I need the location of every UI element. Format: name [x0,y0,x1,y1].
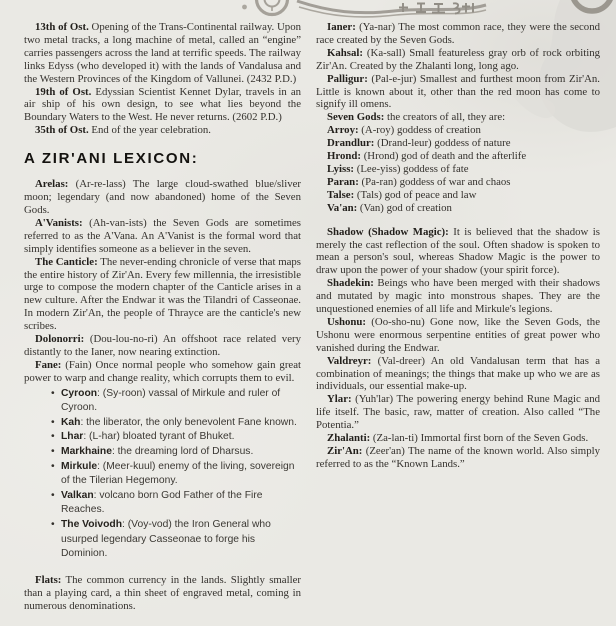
entry-term: Shadow (Shadow Magic): [327,225,449,238]
bullet-icon: • [51,489,55,501]
god-desc: (Pa-ran) goddess of war and chaos [361,175,511,188]
timeline-entry [24,124,301,137]
seven-gods-intro [316,111,600,124]
entry-term: Fane: [35,358,62,371]
fane-list-item [24,489,301,518]
timeline-section [24,21,301,137]
entry-term: Valdreyr: [327,354,372,367]
bullet-icon: • [51,431,55,443]
fane-name: Valkan [61,489,94,501]
lexicon-entry-dolonorri [24,333,301,359]
entry-text: (Pal-e-jur) Smallest and furthest moon from Zir'An. Little is known about it, other than the red moon has come to signify ill omens. [316,72,601,111]
fane-name: The Voivodh [61,519,123,530]
fane-text: : (Sy-roon) vassal of Mirkule and ruler of Cyroon. [61,387,281,414]
fane-text: : volcano born God Father of the Fire Reaches. [61,489,263,516]
lexicon-entry-fane [24,359,301,385]
god-name: Drandlur: [327,137,375,150]
fane-list-item [24,416,301,431]
lexicon-entry-ylar [316,393,600,432]
fane-text: : (L-har) bloated tyrant of Bhuket. [83,431,235,443]
fane-text: : the liberator, the only benevolent Fane known. [80,416,297,428]
lexicon-entry-arelas [24,178,301,217]
entry-text: (Yuh'lar) The powering energy behind Rune Magic and life itself. The basic, raw, matter of creation. Also called “The Potentia.” [316,393,600,432]
entry-text: It is believed that the shadow is merely the cast reflection of the soul. Often shadow is spoken to mean a person's soul, whereas Shadow Magic is the power to draw upon the power of your shadow (your spirit force). [316,225,600,277]
entry-text: (Val-dreer) An old Vandalusan term that has a combination of meanings; the things that make up who we are as individuals, our essential make-up. [316,354,600,393]
fane-text: : the dreaming lord of Dharsus. [111,446,254,458]
timeline-term: 13th of Ost. [35,21,89,33]
entry-term: Shadekin: [327,277,374,290]
lexicon-entry-canticle [24,256,301,333]
bullet-icon: • [51,446,55,458]
entry-text: (Ah-van-ists) the Seven Gods are sometimes referred to as the A'Vana. An A'Vanist is the formal word that simply identifies someone as a believer in the seven. [24,216,301,255]
left-column [24,21,301,613]
entry-text: the creators of all, they are: [387,111,506,124]
god-name: Lyiss: [327,162,355,175]
god-desc: (Drand-leur) goddess of nature [377,137,511,150]
timeline-text: Opening of the Trans-Continental railway. Upon two metal tracks, a long machine of metal, called an “engine” carries passengers across the land at terrific speeds. The railway links Edyss (who developed it) with the lands of Vandalusa and the Western Provinces of the Kingdom of Vallunei. (2432 P.D.) [24,21,302,85]
lexicon-entry-shadow [316,226,600,278]
entry-text: (Za-lan-ti) Immortal first born of the Seven Gods. [372,432,589,445]
lexicon-heading: A ZIR'ANI LEXICON: [24,150,199,168]
timeline-entry [24,21,301,86]
god-desc: (Lee-yiss) goddess of fate [356,162,469,175]
entry-term: Seven Gods: [327,111,385,124]
entry-term: Ianer: [327,21,356,33]
god-line-vaan [316,202,600,215]
entry-term: Flats: [35,573,62,586]
entry-term: Zhalanti: [327,432,371,445]
seven-gods-section [316,111,600,214]
entry-text: (Ar-re-lass) The large cloud-swathed blue/sliver moon; legendary (and now abandoned) home of the Seven Gods. [24,178,302,216]
fane-list-item [24,387,301,416]
entry-term: Dolonorri: [35,333,85,346]
fane-list-item [24,518,301,562]
entry-text: The never-ending chronicle of verse that maps the entire history of Zir'An. Every few millennia, the irresistible urge to compose the modern chapter of the Canticle arises in a new culture. After the Endwar it was the Tilandri of Casseonae. In modern Zir'An, the people of Thrayce are the canticle's new scribes. [24,255,301,333]
fane-text: : (Voy-vod) the Iron General who usurped legendary Casseonae to forge his Dominion. [61,519,271,560]
god-desc: (Van) god of creation [359,201,452,214]
timeline-term: 19th of Ost. [35,85,92,98]
entry-term: Ylar: [327,393,352,406]
lexicon-entry-zhalanti [316,432,600,445]
entry-text: (Ka-sall) Small featureless gray orb of rock orbiting Zir'An. Created by the Zhalanti long, long ago. [316,46,600,72]
lexicon-entry-shadekin [316,277,600,316]
lexicon-entry-ushonu [316,316,600,355]
god-name: Va'an: [327,201,358,214]
god-line-talse [316,189,600,202]
entry-term: Palligur: [327,72,368,85]
lexicon-entry-palligur [316,73,600,112]
timeline-text: Edyssian Scientist Kennet Dylar, travels in an air ship of his own design, to see what lies beyond the Boundary Waters to the West. He never returns. (2602 P.D.) [24,85,302,124]
fane-name: Cyroon [61,387,98,399]
bullet-icon: • [51,519,55,530]
bullet-icon: • [51,387,55,399]
god-line-arroy [316,124,600,137]
entry-text: (Dou-lou-no-ri) An offshoot race related very distantly to the Ianer, now nearing extinction. [24,333,301,358]
bullet-icon: • [51,416,55,428]
lexicon-entry-flats [24,574,301,613]
lexicon-entry-kahsal [316,47,600,73]
fane-name: Kah [61,416,81,428]
fane-name: Mirkule [61,460,98,472]
fane-text: : (Meer-kuul) enemy of the living, sovereign of the Tilerian Hegemony. [61,460,295,487]
entry-term: The Canticle: [35,255,98,268]
god-desc: (A-roy) goddess of creation [361,124,481,137]
fane-list-item [24,445,301,460]
god-line-paran [316,176,600,189]
fane-bullet-list [24,387,301,562]
entry-term: Zir'An: [327,445,363,457]
fane-name: Markhaine [61,446,112,458]
entry-term: Ushonu: [327,315,367,328]
god-name: Paran: [327,175,359,188]
timeline-entry [24,86,301,125]
bullet-icon: • [51,460,55,472]
entry-text: (Zeer'an) The name of the known world. Also simply referred to as the “Known Lands.” [316,445,601,470]
entry-text: (Ya-nar) The most common race, they were the second race created by the Seven Gods. [316,21,600,46]
god-desc: (Hrond) god of death and the afterlife [363,150,527,163]
entry-text: (Oo-sho-nu) Gone now, like the Seven Gods, the Ushonu were enormous serpentine entities of great power who vanished during the Endwar. [316,315,600,354]
entry-term: A'Vanists: [35,216,83,229]
god-line-lyiss [316,163,600,176]
lexicon-entry-valdreyr [316,355,600,394]
lexicon-entry-avanists [24,217,301,256]
fane-list-item [24,460,301,489]
lexicon-entry-ianer [316,21,600,47]
entry-term: Kahsal: [327,46,363,59]
fane-list-item [24,430,301,445]
god-line-hrond [316,150,600,163]
timeline-term: 35th of Ost. [35,124,89,137]
entry-text: Beings who have been merged with their shadows and mutated by magic into monstrous shapes. They are the unquestioned enemies of all life and Mirkule's legions. [316,277,600,316]
timeline-text: End of the year celebration. [91,124,211,137]
lexicon-entry-ziran [316,445,600,471]
god-name: Arroy: [327,124,359,137]
god-name: Hrond: [327,150,361,163]
entry-text: (Fain) Once normal people who somehow gain great power to warp and change reality, which corrupts them to evil. [24,358,301,384]
right-column [316,21,600,613]
god-name: Talse: [327,188,355,201]
fane-name: Lhar [61,431,84,443]
god-desc: (Tals) god of peace and law [356,188,477,201]
entry-text: The common currency in the lands. Slightly smaller than a playing card, a thin sheet of engraved metal, coming in numerous denominations. [24,573,301,612]
entry-term: Arelas: [35,178,69,191]
god-line-drandlur [316,137,600,150]
